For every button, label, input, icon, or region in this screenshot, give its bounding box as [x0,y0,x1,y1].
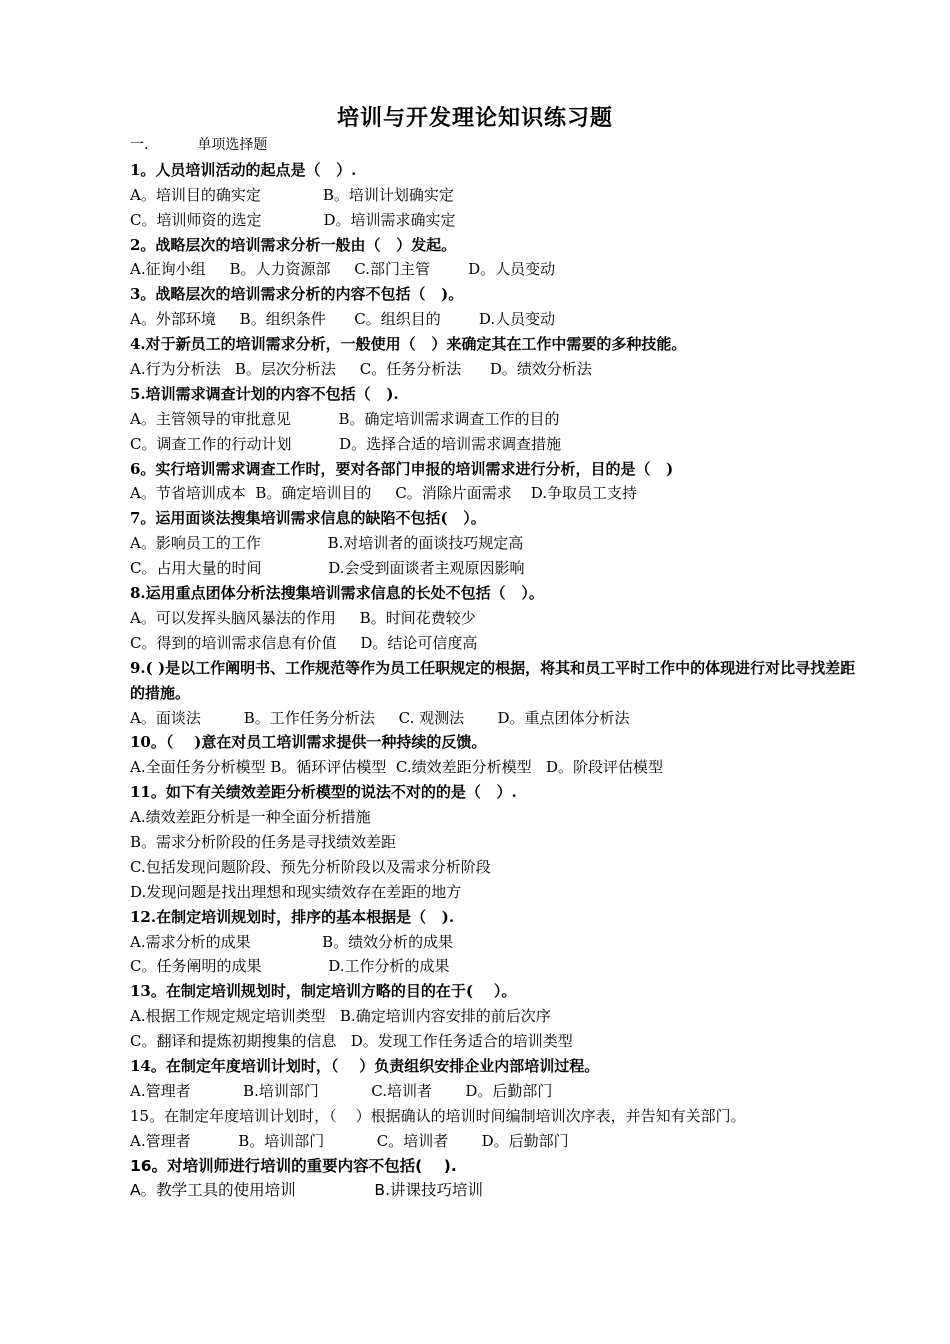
question-text: 4.对于新员工的培训需求分析，一般使用（ ）来确定其在工作中需要的多种技能。 [130,335,687,354]
question-text: 13。在制定培训规划时，制定培训方略的目的在于( ）。 [130,982,517,1001]
option-line: 15。在制定年度培训计划时，（ ）根据确认的培训时间编制培训次序表，并告知有关部门。 [130,1106,746,1125]
option-line: D.发现问题是找出理想和现实绩效存在差距的地方 [130,882,462,901]
option-line: C.包括发现问题阶段、预先分析阶段以及需求分析阶段 [130,857,491,876]
option-line: C。得到的培训需求信息有价值 D。结论可信度高 [130,633,478,652]
option-line: A.需求分析的成果 B。绩效分析的成果 [130,932,454,951]
option-line: C。翻译和提炼初期搜集的信息 D。发现工作任务适合的培训类型 [130,1032,573,1051]
page-title: 培训与开发理论知识练习题 [336,105,613,131]
option-line: A.根据工作规定规定培训类型 B.确定培训内容安排的前后次序 [130,1007,551,1026]
question-text: 11。如下有关绩效差距分析模型的说法不对的的是（ ）. [130,783,517,802]
option-line: A。培训目的确实定 B。培训计划确实定 [130,185,454,204]
question-text: 5.培训需求调查计划的内容不包括（ ). [130,384,399,403]
option-line: A。教学工具的使用培训 B.讲课技巧培训 [130,1181,483,1200]
option-line: A.管理者 B。培训部门 C。培训者 D。后勤部门 [130,1131,569,1150]
question-text: 2。战略层次的培训需求分析一般由（ ）发起。 [130,235,457,254]
option-line: A.绩效差距分析是一种全面分析措施 [130,808,371,827]
question-text: 12.在制定培训规划时，排序的基本根据是（ ). [130,907,455,926]
option-line: C。任务阐明的成果 D.工作分析的成果 [130,957,450,976]
question-text: 16。对培训师进行培训的重要内容不包括( ). [130,1156,457,1175]
option-line: A.征询小组 B。人力资源部 C.部门主管 D。人员变动 [130,260,556,279]
option-line: A.行为分析法 B。层次分析法 C。任务分析法 D。绩效分析法 [130,360,592,379]
question-text: 8.运用重点团体分析法搜集培训需求信息的长处不包括（ ）。 [130,584,544,603]
question-text: 3。战略层次的培训需求分析的内容不包括（ )。 [130,285,464,304]
question-text: 10。（ )意在对员工培训需求提供一种持续的反馈。 [130,733,487,752]
question-text: 1。人员培训活动的起点是（ ）. [130,160,357,179]
option-line: A。主管领导的审批意见 B。确定培训需求调查工作的目的 [130,409,560,428]
option-line: B。需求分析阶段的任务是寻找绩效差距 [130,832,397,851]
option-line: C。培训师资的选定 D。培训需求确实定 [130,210,456,229]
option-line: A。可以发挥头脑风暴法的作用 B。时间花费较少 [130,608,476,627]
option-line: A。影响员工的工作 B.对培训者的面谈技巧规定高 [130,534,524,553]
option-line: A.全面任务分析模型 B。循环评估模型 C.绩效差距分析模型 D。阶段评估模型 [130,758,663,777]
question-text: 6。实行培训需求调查工作时，要对各部门申报的培训需求进行分析，目的是（ ) [130,459,674,478]
option-line: A.管理者 B.培训部门 C.培训者 D。后勤部门 [130,1081,553,1100]
option-line: A。外部环境 B。组织条件 C。组织目的 D.人员变动 [130,310,556,329]
option-line: A。面谈法 B。工作任务分析法 C. 观测法 D。重点团体分析法 [130,708,630,727]
question-text: 9.( )是以工作阐明书、工作规范等作为员工任职规定的根据，将其和员工平时工作中的体现进行对比寻找差距的措施。 [130,658,856,702]
option-line: C。占用大量的时间 D.会受到面谈者主观原因影响 [130,559,525,578]
option-line: C。调查工作的行动计划 D。选择合适的培训需求调查措施 [130,434,562,453]
question-text: 7。运用面谈法搜集培训需求信息的缺陷不包括( ）。 [130,509,486,528]
question-text: 14。在制定年度培训计划时，（ ）负责组织安排企业内部培训过程。 [130,1056,600,1075]
section-heading: 一. 单项选择题 [130,137,268,153]
question-list [130,133,860,1203]
option-line: A。节省培训成本 B。确定培训目的 C。消除片面需求 D.争取员工支持 [130,484,638,503]
